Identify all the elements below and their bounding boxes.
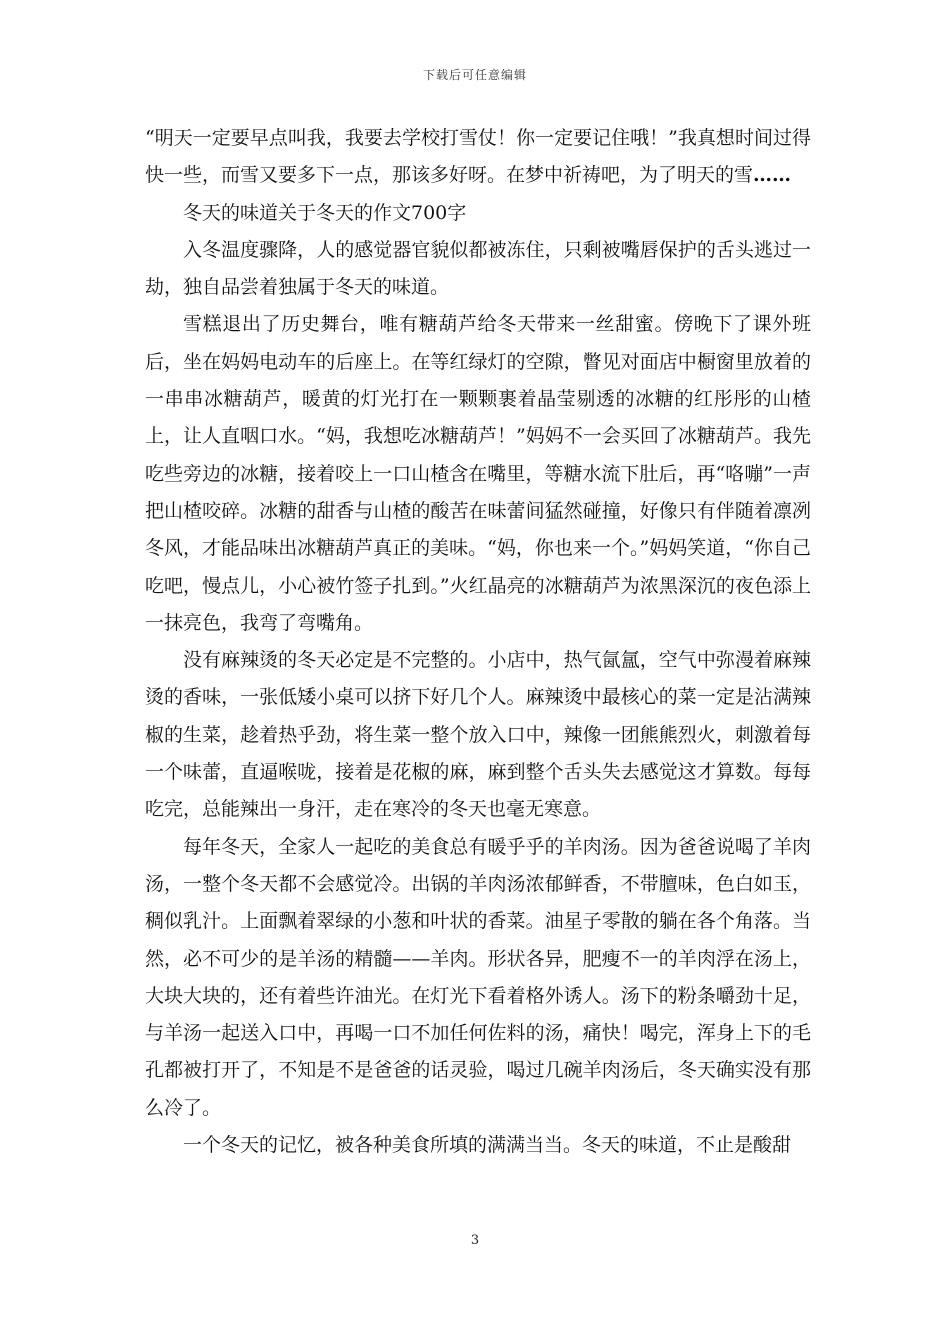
paragraph-mutton-soup: 每年冬天，全家人一起吃的美食总有暖乎乎的羊肉汤。因为爸爸说喝了羊肉汤，一整个冬天都不会感觉冷。出锅的羊肉汤浓郁鲜香，不带膻味，色白如玉，稠似乳汁。上面飘着翠绿的小葱和叶状的香菜。油星子零散的躺在各个角落。当然，必不可少的是羊汤的精髓——羊肉。形状各异，肥瘦不一的羊肉浮在汤上，大块大块的，还有着些许油光。在灯光下看着格外诱人。汤下的粉条嚼劲十足，与羊汤一起送入口中，再喝一口不加任何佐料的汤，痛快！喝完，浑身上下的毛孔都被打开了，不知是不是爸爸的话灵验，喝过几碗羊肉汤后，冬天确实没有那么冷了。 [145,835,811,1119]
opening-paragraph [145,120,811,195]
essay-title: 冬天的味道关于冬天的作文700字 [183,201,467,224]
paragraph-intro: 入冬温度骤降，人的感觉器官貌似都被冻住，只剩被嘴唇保护的舌头逃过一劫，独自品尝着独属于冬天的味道。 [145,238,811,299]
page-header: 下载后可任意编辑 [422,68,527,82]
opening-ellipsis: …… [753,164,792,187]
document-body [145,120,811,1164]
paragraph-malatang: 没有麻辣烫的冬天必定是不完整的。小店中，热气氤氲，空气中弥漫着麻辣烫的香味，一张低矮小桌可以挤下好几个人。麻辣烫中最核心的菜一定是沾满辣椒的生菜，趁着热乎劲，将生菜一整个放入口中，辣像一团熊熊烈火，刺激着每一个味蕾，直逼喉咙，接着是花椒的麻，麻到整个舌头失去感觉这才算数。每每吃完，总能辣出一身汗，走在寒冷的冬天也毫无寒意。 [145,649,811,821]
opening-text: “明天一定要早点叫我，我要去学校打雪仗！你一定要记住哦！”我真想时间过得快一些，而雪又要多下一点，那该多好呀。在梦中祈祷吧，为了明天的雪 [145,127,811,187]
paragraph-tanghulu: 雪糕退出了历史舞台，唯有糖葫芦给冬天带来一丝甜蜜。傍晚下了课外班后，坐在妈妈电动车的后座上。在等红绿灯的空隙，瞥见对面店中橱窗里放着的一串串冰糖葫芦，暖黄的灯光打在一颗颗裹着晶莹剔透的冰糖的红彤彤的山楂上，让人直咽口水。“妈，我想吃冰糖葫芦！”妈妈不一会买回了冰糖葫芦。我先吃些旁边的冰糖，接着咬上一口山楂含在嘴里，等糖水流下肚后，再“咯嘣”一声把山楂咬碎。冰糖的甜香与山楂的酸苦在味蕾间猛然碰撞，好像只有伴随着凛冽冬风，才能品味出冰糖葫芦真正的美味。“妈，你也来一个。”妈妈笑道，“你自己吃吧，慢点儿，小心被竹签子扎到。”火红晶亮的冰糖葫芦为浓黑深沉的夜色添上一抹亮色，我弯了弯嘴角。 [145,313,811,634]
page-number: 3 [470,1233,480,1248]
paragraph-closing: 一个冬天的记忆，被各种美食所填的满满当当。冬天的味道，不止是酸甜 [183,1134,792,1157]
